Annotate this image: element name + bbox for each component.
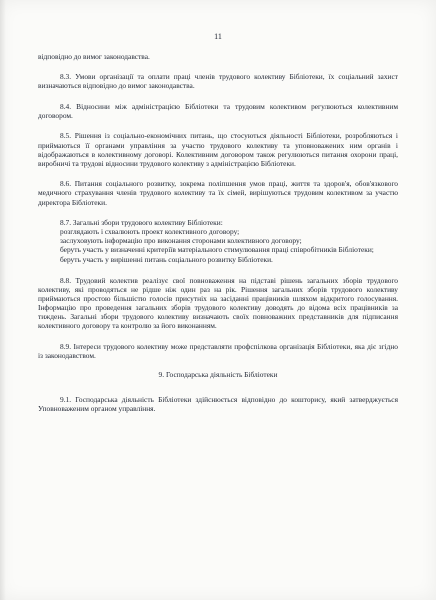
paragraph-8-6: 8.6. Питання соціального розвитку, зокрема поліпшення умов праці, життя та здоров'я, обов'язкового медичного страхування членів трудового колективу та їх сімей, вирішуються трудовим колективом за участю директора Бібліотеки. [38,179,398,207]
list-item: беруть участь у визначенні критеріїв матеріального стимулювання праці співробітників Бібліотеки; [60,245,374,255]
list-item: розглядають і схвалюють проект колективного договору; [60,227,240,237]
paragraph-8-4: 8.4. Відносини між адміністрацією Бібліотеки та трудовим колективом регулюються колективним договором. [38,101,398,120]
paragraph-8-8: 8.8. Трудовий колектив реалізує свої повноваження на підставі рішень загальних зборів трудового колективу, які проводяться не рідше ніж один раз на рік. Рішення загальних зборів трудового колективу приймаються простою більшістю голосів присутніх на засіданні працівників шляхом відкритого голосування. Інформацію про проведення загальних зборів трудового колективу доводять до відома всіх працівників за тиждень. Загальні збори трудового колективу визначають своїх повноважних представників для підписання колективного договору та контролю за його виконанням. [38,275,398,331]
paragraph-8-3: 8.3. Умови організації та оплати праці членів трудового колективу Бібліотеки, їх соціальний захист визначаються відповідно до вимог законодавства. [38,72,398,91]
section-title: 9. Господарська діяльність Бібліотеки [158,369,278,379]
document-body [38,52,398,425]
paragraph-8-5: 8.5. Рішення із соціально-економічних питань, що стосуються діяльності Бібліотеки, розробляються і приймаються її органами управління за участю трудового колективу та уповноважених ним органів і відображаються в колективному договорі. Колективним договором також регулюються питання охорони праці, виробничі та трудові відносини трудового колективу з адміністрацією Бібліотеки. [38,131,398,168]
paragraph-8-7: 8.7. Загальні збори трудового колективу Бібліотеки: [60,218,223,228]
paragraph-continuation: відповідно до вимог законодавства. [38,52,150,61]
list-item: заслуховують інформацію про виконання сторонами колективного договору; [60,236,302,246]
paragraph-9-1: 9.1. Господарська діяльність Бібліотеки здійснюється відповідно до кошторису, який затверджується Уповноваженим органом управління. [38,394,398,414]
paragraph-8-9: 8.9. Інтереси трудового колективу може представляти профспілкова організація Бібліотеки, яка діє згідно із законодавством. [38,341,398,360]
paragraph-8-7-block [38,218,398,263]
page-number: 11 [214,32,222,41]
list-item: беруть участь у вирішенні питань соціального розвитку Бібліотеки. [60,254,273,264]
